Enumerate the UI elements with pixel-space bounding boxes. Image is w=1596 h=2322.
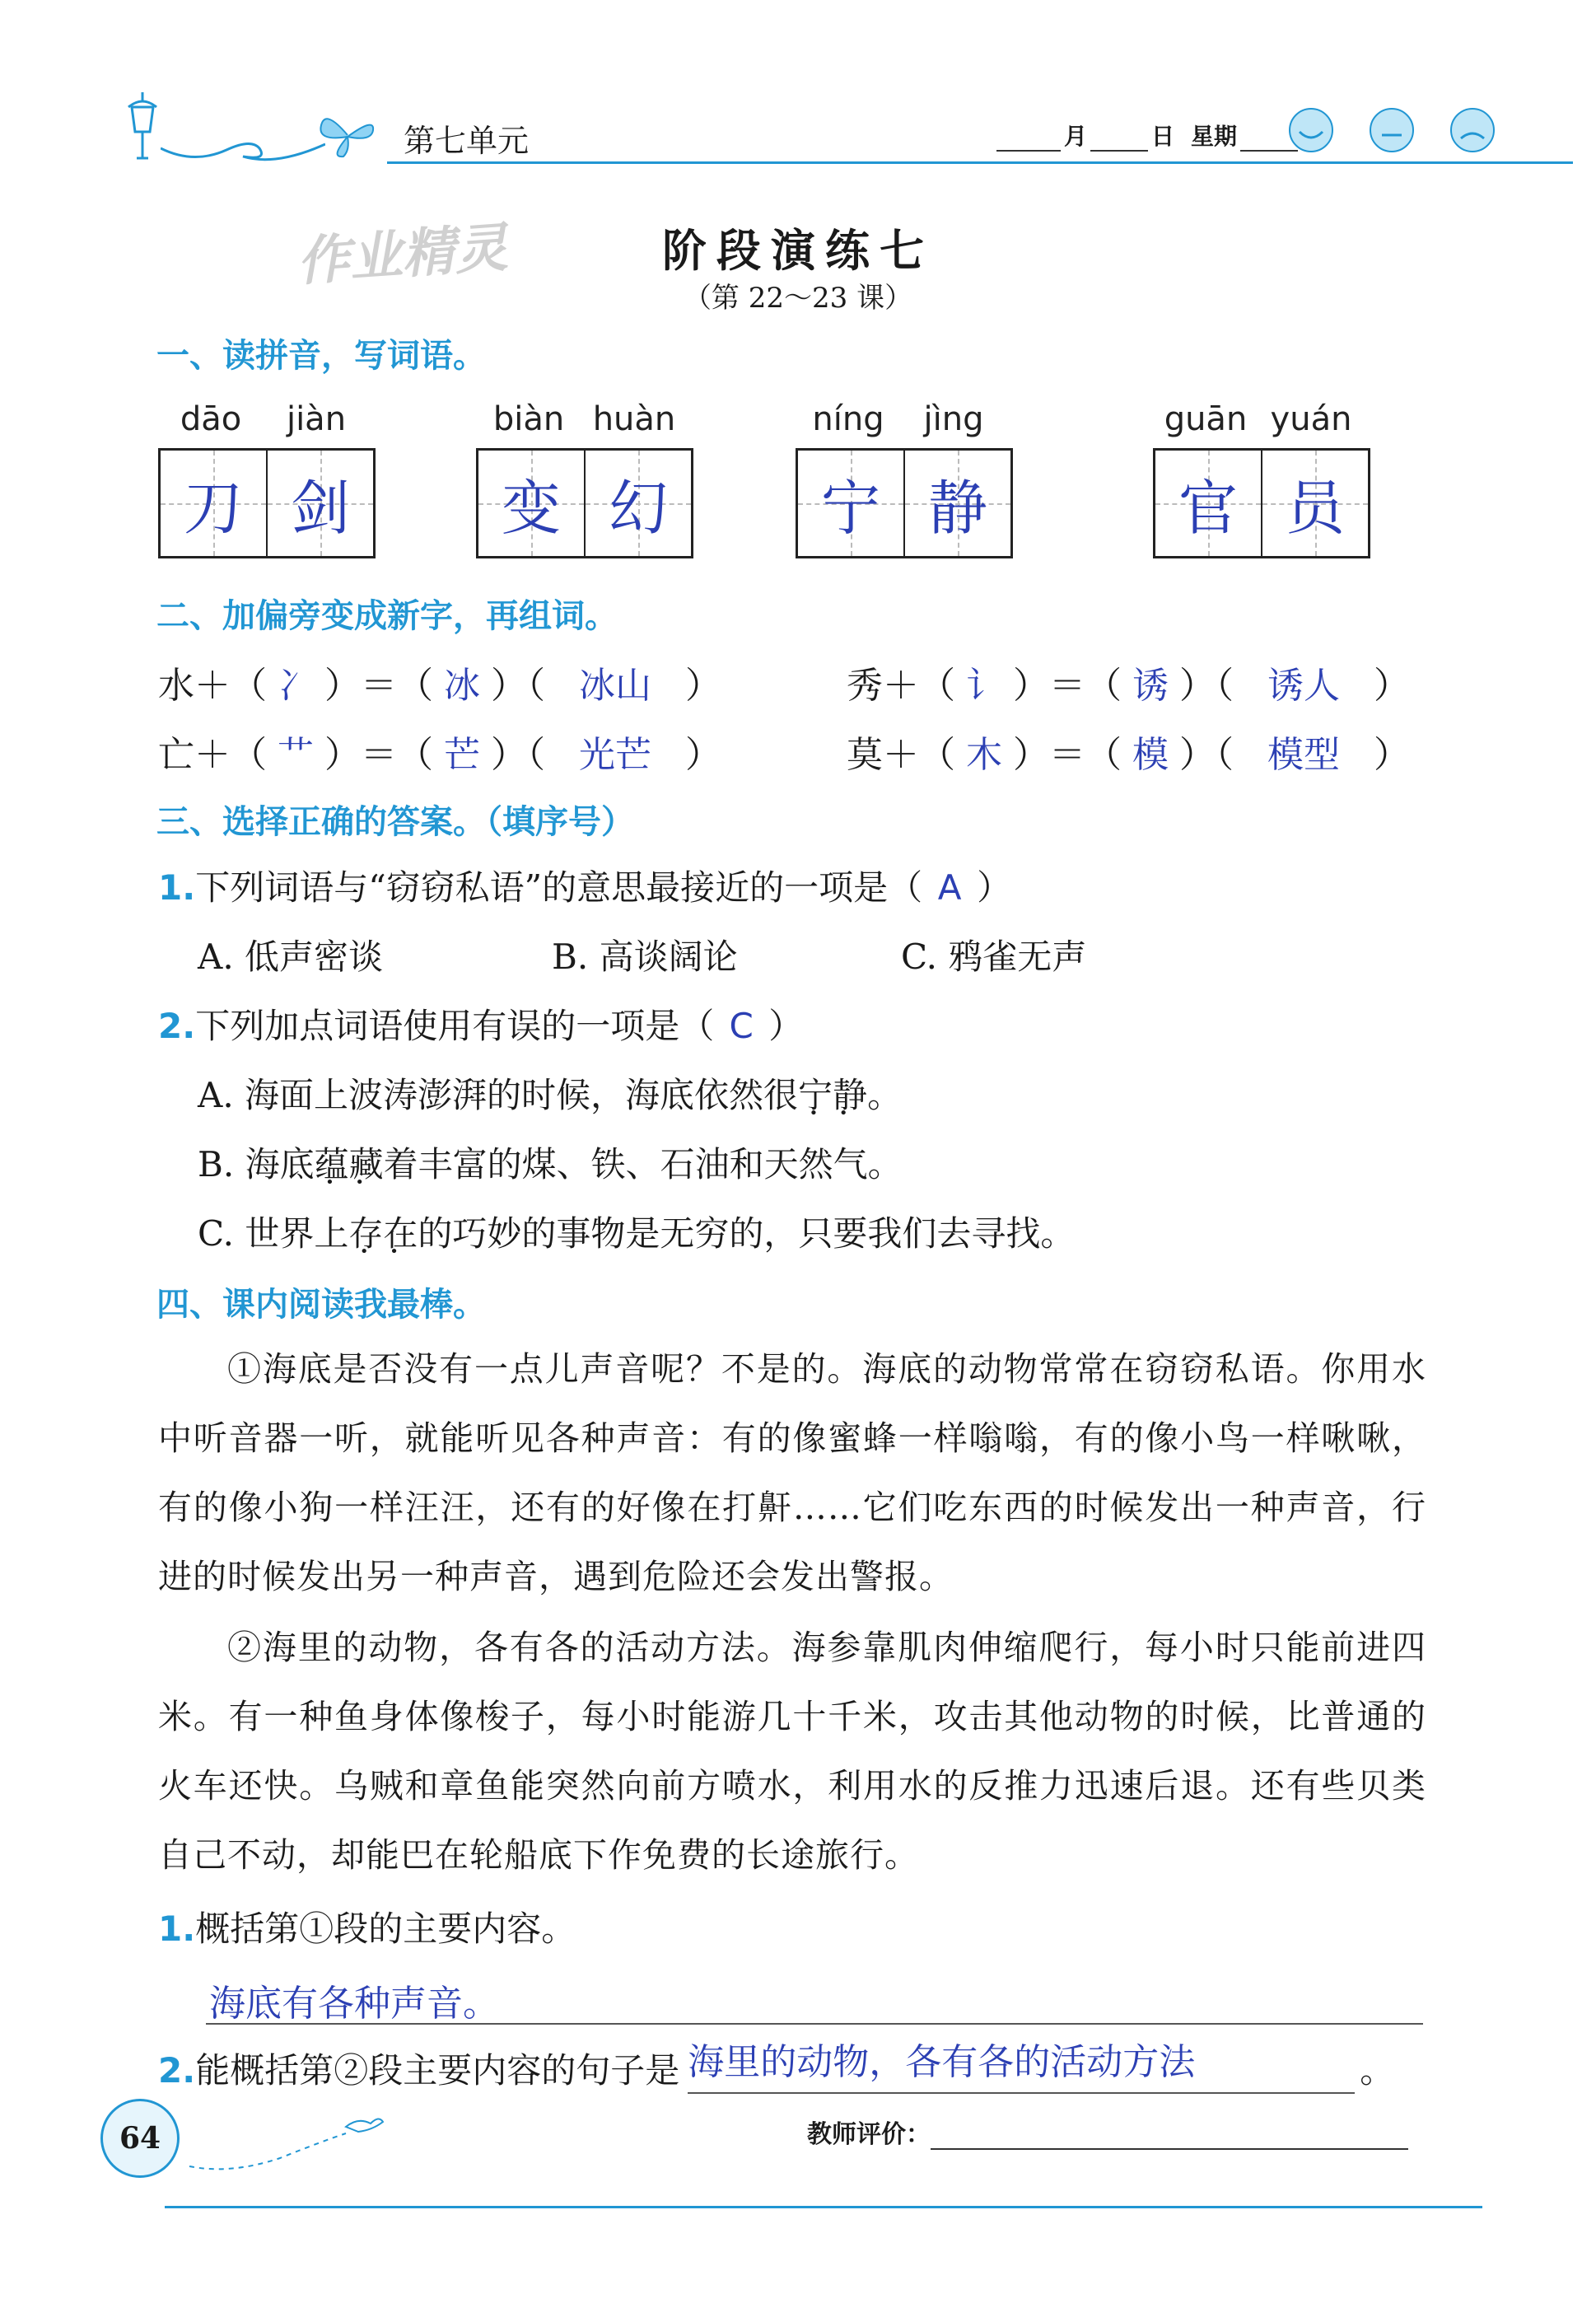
word-answer: 诱人 bbox=[1267, 665, 1340, 707]
word-answer: 冰山 bbox=[579, 665, 651, 707]
pinyin-syllable: dāo bbox=[180, 400, 242, 438]
radical-answer: 讠 bbox=[966, 665, 1002, 707]
char-answer: 芒 bbox=[444, 734, 480, 776]
pinyin-item-4 bbox=[1153, 400, 1370, 558]
page-number: 64 bbox=[119, 2121, 161, 2156]
char-answer: 模 bbox=[1132, 734, 1169, 776]
section3-title: 三、选择正确的答案。（填序号） bbox=[156, 803, 634, 841]
emphasized-word: 宁静 • • bbox=[798, 1061, 867, 1130]
emphasized-word: 存在 • • bbox=[348, 1199, 418, 1268]
teacher-eval-label: 教师评价： bbox=[807, 2120, 931, 2149]
date-day-label: 日 bbox=[1151, 123, 1175, 150]
answer-char: 刀 bbox=[183, 474, 243, 543]
answer-char: 变 bbox=[501, 474, 561, 543]
header-butterfly-icon bbox=[317, 109, 379, 162]
answer-char: 静 bbox=[927, 474, 987, 543]
footer-bird-icon bbox=[181, 2109, 387, 2175]
smiley-face-icons bbox=[1285, 105, 1499, 155]
question-number: 2. bbox=[158, 1006, 196, 1046]
option-b: B. 海底蕴藏 • •着丰富的煤、铁、石油和天然气。 bbox=[198, 1130, 903, 1199]
watermark: 作业精灵 bbox=[295, 217, 510, 293]
written-answer: 海底有各种声音。 bbox=[209, 1983, 499, 2025]
char-answer: 诱 bbox=[1132, 665, 1169, 707]
page-title: 阶段演练七 bbox=[662, 225, 934, 277]
radical-answer: 冫 bbox=[278, 665, 314, 707]
word-answer: 光芒 bbox=[579, 734, 651, 776]
section1-title: 一、读拼音，写词语。 bbox=[156, 337, 486, 375]
radical-answer: 木 bbox=[966, 734, 1002, 776]
pinyin-item-3 bbox=[796, 400, 1013, 558]
radical-item-2: 秀＋（ 讠 ）＝（ 诱 ）（ 诱人 ） bbox=[847, 656, 1410, 708]
option-c: C. 世界上存在 • •的巧妙的事物是无穷的，只要我们去寻找。 bbox=[198, 1199, 1075, 1268]
question-number: 1. bbox=[158, 867, 196, 908]
header-lamp-icon bbox=[122, 89, 163, 163]
option: B. 高谈阔论 bbox=[552, 937, 738, 977]
question-4-1: 1.概括第①段的主要内容。 bbox=[158, 1909, 576, 1949]
date-month-label: 月 bbox=[1064, 123, 1088, 150]
question-4-2: 2. 能概括第②段主要内容的句子是 海里的动物，各有各的活动方法 。 bbox=[158, 2033, 1394, 2105]
question-3-2: 2.下列加点词语使用有误的一项是（ C ） bbox=[158, 992, 803, 1061]
answer-char: 剑 bbox=[290, 474, 350, 543]
date-fields bbox=[996, 119, 1298, 152]
reading-paragraph-1: ①海底是否没有一点儿声音呢？不是的。海底的动物常常在窃窃私语。你用水中听音器一听，就能听见各种声音：有的像蜜蜂一样嗡嗡，有的像小鸟一样啾啾，有的像小狗一样汪汪，还有的好像在打鼾……它们吃东西的时候发出一种声音，行进的时候发出另一种声音，遇到危险还会发出警报。 bbox=[158, 1349, 1426, 1596]
pinyin-syllable: huàn bbox=[592, 400, 676, 438]
option: C. 鸦雀无声 bbox=[901, 937, 1087, 977]
page-subtitle: （第 22～23 课） bbox=[683, 282, 913, 315]
pinyin-syllable: jìng bbox=[923, 400, 984, 438]
question-3-1-options bbox=[198, 923, 1086, 992]
reading-paragraph-2: ②海里的动物，各有各的活动方法。海参靠肌肉伸缩爬行，每小时只能前进四米。有一种鱼身体像梭子，每小时能游几十千米，攻击其他动物的时候，比普通的火车还快。乌贼和章鱼能突然向前方喷水，利用水的反推力迅速后退。还有些贝类自己不动，却能巴在轮船底下作免费的长途旅行。 bbox=[158, 1628, 1426, 1875]
teacher-eval bbox=[807, 2114, 1408, 2150]
answer-char: 官 bbox=[1178, 474, 1238, 543]
radical-item-3: 亡＋（ 艹 ）＝（ 芒 ）（ 光芒 ） bbox=[158, 725, 721, 778]
question-number: 2. bbox=[158, 2050, 196, 2091]
question-number: 1. bbox=[158, 1909, 196, 1949]
pinyin-syllable: guān bbox=[1164, 400, 1248, 438]
header-rule bbox=[387, 161, 1573, 164]
emphasized-word: 蕴藏 • • bbox=[315, 1130, 384, 1199]
pinyin-item-2 bbox=[476, 400, 693, 558]
section4-title: 四、课内阅读我最棒。 bbox=[156, 1286, 486, 1324]
unit-title: 第七单元 bbox=[404, 123, 530, 159]
pinyin-syllable: biàn bbox=[492, 400, 565, 438]
answer-char: 员 bbox=[1285, 474, 1345, 543]
pinyin-syllable: jiàn bbox=[286, 400, 347, 438]
answer-4-1 bbox=[206, 1969, 1423, 2025]
pinyin-item-1 bbox=[158, 400, 376, 558]
radical-item-1: 水＋（ 冫 ）＝（ 冰 ）（ 冰山 ） bbox=[158, 656, 721, 708]
word-answer: 模型 bbox=[1267, 734, 1340, 776]
answer-char: 宁 bbox=[820, 474, 880, 543]
question-3-1: 1.下列词语与“窃窃私语”的意思最接近的一项是（ A ） bbox=[158, 853, 1011, 923]
option: A. 低声密谈 bbox=[198, 937, 384, 977]
section2-title: 二、加偏旁变成新字，再组词。 bbox=[156, 597, 618, 635]
option-a: A. 海面上波涛澎湃的时候，海底依然很宁静 • •。 bbox=[198, 1061, 902, 1130]
footer-rule bbox=[165, 2206, 1482, 2208]
choice-answer: C bbox=[729, 1006, 754, 1046]
char-answer: 冰 bbox=[444, 665, 480, 707]
pinyin-syllable: yuán bbox=[1270, 400, 1352, 438]
radical-answer: 艹 bbox=[278, 734, 314, 776]
answer-char: 幻 bbox=[608, 474, 668, 543]
pinyin-syllable: níng bbox=[812, 400, 884, 438]
page-number-badge bbox=[100, 2099, 180, 2178]
written-answer: 海里的动物，各有各的活动方法 bbox=[688, 2041, 1196, 2083]
choice-answer: A bbox=[937, 867, 962, 908]
date-week-label: 星期 bbox=[1191, 123, 1238, 150]
radical-item-4: 莫＋（ 木 ）＝（ 模 ）（ 模型 ） bbox=[847, 725, 1410, 778]
header-swirl-decoration bbox=[161, 115, 325, 165]
